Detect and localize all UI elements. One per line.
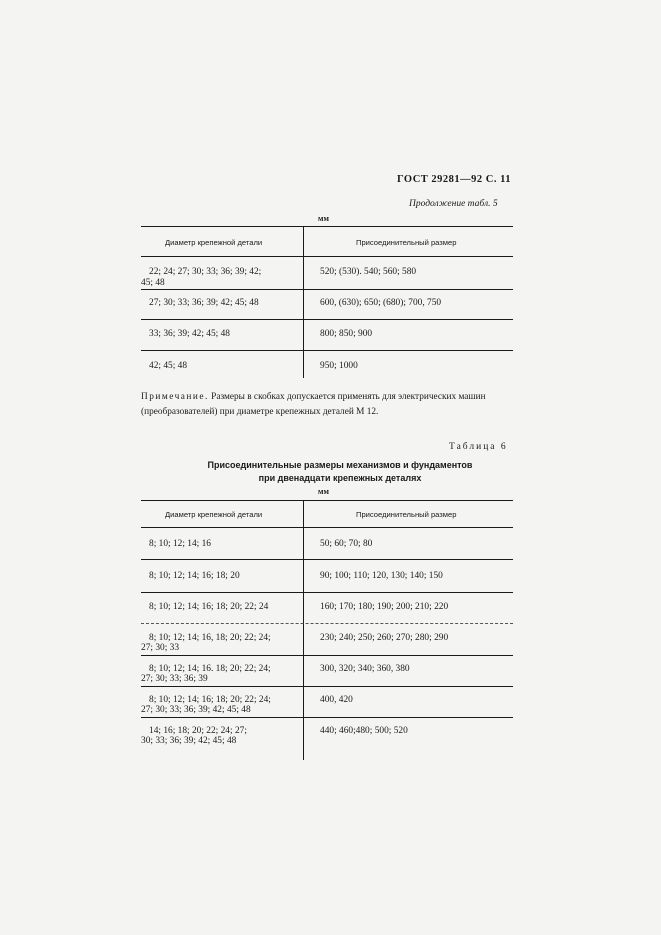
- table5-top-rule: [141, 226, 513, 227]
- table6-col1-header: Диаметр крепежной детали: [165, 510, 263, 519]
- table6-header-rule: [141, 527, 513, 528]
- table5-col2-header: Присоединительный размер: [356, 238, 457, 247]
- table5-row3-size: 800; 850; 900: [320, 329, 373, 339]
- table6-row3-size: 160; 170; 180; 190; 200; 210; 220: [320, 602, 449, 612]
- table6-row1-diam: 8; 10; 12; 14; 16: [149, 539, 211, 549]
- table5-row3-diam: 33; 36; 39; 42; 45; 48: [149, 329, 230, 339]
- table5-row4-diam: 42; 45; 48: [149, 361, 188, 371]
- table6-row7-diam-line2: 30; 33; 36; 39; 42; 45; 48: [141, 736, 237, 746]
- table5-row-rule: [141, 350, 513, 351]
- note-text: Размеры в скобках допускается применять для электрических машин (преобразователей) при диаметре крепежных деталей М 12.: [141, 392, 486, 417]
- table6-row3-diam: 8; 10; 12; 14; 16; 18; 20; 22; 24: [149, 602, 269, 612]
- table5-row1-diam-line1: 22; 24; 27; 30; 33; 36; 39; 42;: [149, 267, 262, 277]
- table6-row4-size: 230; 240; 250; 260; 270; 280; 290: [320, 633, 449, 643]
- table5-row4-size: 950; 1000: [320, 361, 358, 371]
- table6-row6-diam-line1: 8; 10; 12; 14; 16; 18; 20; 22; 24;: [149, 695, 271, 705]
- table6-row-rule: [141, 717, 513, 718]
- table6-row7-size: 440; 460;480; 500; 520: [320, 726, 408, 736]
- table6-row7-diam-line1: 14; 16; 18; 20; 22; 24; 27;: [149, 726, 247, 736]
- table6-row5-size: 300, 320; 340; 360, 380: [320, 664, 410, 674]
- table5-header-rule: [141, 256, 513, 257]
- table6-row2-size: 90; 100; 110; 120, 130; 140; 150: [320, 571, 443, 581]
- table6-unit: мм: [318, 487, 329, 496]
- table6-row5-diam-line1: 8; 10; 12; 14; 16. 18; 20; 22; 24;: [149, 664, 271, 674]
- table6-row5-diam-line2: 27; 30; 33; 36; 39: [141, 674, 208, 684]
- table5-row-rule: [141, 319, 513, 320]
- table6-row4-diam-line2: 27; 30; 33: [141, 643, 180, 653]
- table5-row2-diam: 27; 30; 33; 36; 39; 42; 45; 48: [149, 298, 259, 308]
- table6-row6-diam-line2: 27; 30; 33; 36; 39; 42; 45; 48: [141, 705, 251, 715]
- table6-row2-diam: 8; 10; 12; 14; 16; 18; 20: [149, 571, 240, 581]
- table6-caption-line1: Присоединительные размеры механизмов и фундаментов: [207, 460, 473, 470]
- table6-label: Таблица 6: [449, 442, 508, 452]
- table5-row1-diam-line2: 45; 48: [141, 278, 165, 288]
- table6-row1-size: 50; 60; 70; 80: [320, 539, 373, 549]
- table5-row-rule: [141, 289, 513, 290]
- table6-row-rule: [141, 559, 513, 560]
- table5-column-divider: [303, 226, 304, 378]
- table-continuation-label: Продолжение табл. 5: [409, 199, 498, 209]
- table6-row-rule: [141, 623, 513, 624]
- table5-unit: мм: [318, 214, 329, 223]
- table6-row6-size: 400, 420: [320, 695, 353, 705]
- table6-top-rule: [141, 500, 513, 501]
- table5-row2-size: 600, (630); 650; (680); 700, 750: [320, 298, 442, 308]
- note-title: Примечание.: [141, 392, 209, 402]
- table5-row1-size: 520; (530). 540; 560; 580: [320, 267, 417, 277]
- table6-row-rule: [141, 592, 513, 593]
- table6-col2-header: Присоединительный размер: [356, 510, 457, 519]
- table6-column-divider: [303, 500, 304, 760]
- standard-header: ГОСТ 29281—92 С. 11: [397, 174, 512, 185]
- table6-row-rule: [141, 686, 513, 687]
- table5-col1-header: Диаметр крепежной детали: [165, 238, 263, 247]
- table6-row4-diam-line1: 8; 10; 12; 14; 16, 18; 20; 22; 24;: [149, 633, 271, 643]
- table6-row-rule: [141, 655, 513, 656]
- table5-note: [141, 390, 513, 420]
- table6-caption-line2: при двенадцати крепежных деталях: [258, 473, 422, 483]
